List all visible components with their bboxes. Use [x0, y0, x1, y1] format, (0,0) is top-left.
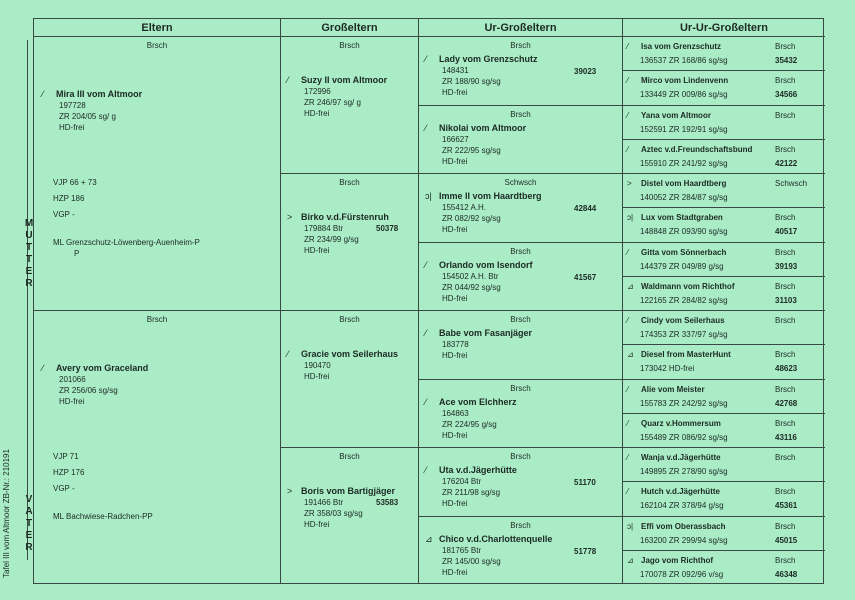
dog-entry [42, 363, 280, 407]
coat-color: Brsch [775, 247, 796, 257]
gender-icon: ⊿ [627, 281, 634, 291]
coat-color: Brsch [775, 487, 796, 497]
dog-name-text: Avery vom Graceland [56, 363, 149, 373]
reg-number: 179884 Btr [304, 224, 344, 233]
test-results [53, 449, 280, 497]
dog-name-text: Gitta vom Sönnerbach [641, 247, 727, 257]
dog-name-text: Uta v.d.Jägerhütte [439, 465, 517, 475]
hd-status: HD-frei [304, 246, 330, 255]
zr-rating: ZR 256/06 sg/sg [59, 386, 118, 395]
dog-name [425, 123, 622, 134]
ur-cell [419, 37, 622, 106]
dog-name-text: Imme II vom Haardtberg [439, 191, 542, 201]
urur-cell [623, 140, 825, 174]
ml-result [53, 237, 280, 259]
dog-entry [287, 349, 418, 382]
zr-rating: ZR 145/00 sg/sg [442, 556, 501, 566]
vjp-result: VJP 66 + 73 [53, 178, 97, 187]
tafel-reference: Tafel III vom Altmoor ZB-Nr.: 210191 [2, 449, 11, 578]
gender-icon: ⁄ [425, 259, 427, 270]
gender-icon: ⁄ [425, 122, 427, 133]
gender-icon: ⁄ [425, 54, 427, 64]
coat-color: Brsch [775, 110, 796, 120]
stud-number: 48623 [775, 364, 798, 374]
coat-color: Brsch [775, 76, 796, 86]
dog-name-text: Lady vom Grenzschutz [439, 54, 538, 64]
ur-cell [419, 517, 622, 586]
zr-rating: ZR 204/05 sg/ g [59, 112, 116, 121]
gender-icon: ⊿ [425, 533, 433, 544]
gender-icon: ɔ| [425, 191, 432, 201]
dog-name [627, 487, 720, 496]
vgp-result: VGP - [53, 484, 75, 493]
dog-name [627, 419, 721, 428]
hd-status: HD-frei [442, 293, 468, 303]
eltern-cell [34, 311, 280, 585]
dog-name-text: Gracie vom Seilerhaus [301, 349, 399, 359]
column-ur-ur-grosseltern [622, 19, 825, 583]
dog-name [627, 453, 721, 462]
dog-name [627, 248, 726, 257]
urur-cell [623, 482, 825, 516]
reg-data: 152591 ZR 192/91 sg/sg [640, 124, 728, 134]
dog-name-text: Quarz v.Hommersum [641, 418, 721, 428]
column-eltern [34, 19, 280, 583]
coat-color: Brsch [510, 520, 531, 530]
dog-name [42, 363, 280, 374]
coat-color: Brsch [510, 383, 531, 393]
reg-data: 122165 ZR 284/82 sg/sg [640, 295, 728, 305]
coat-color: Brsch [775, 42, 796, 51]
dog-name [425, 534, 622, 545]
reg-data: 163200 ZR 299/94 sg/sg [640, 535, 728, 545]
stud-number: 53583 [376, 498, 399, 507]
dog-name [627, 522, 725, 531]
reg-number: 176204 Btr [442, 477, 482, 486]
reg-data: 162104 ZR 378/94 g/sg [640, 501, 724, 511]
reg-number: 197728 [59, 101, 86, 110]
hd-status: HD-frei [59, 123, 85, 132]
gender-icon: > [287, 212, 293, 222]
ur-cell [419, 174, 622, 243]
dog-name [627, 385, 705, 394]
ur-cell [419, 106, 622, 175]
coat-color: Brsch [775, 384, 796, 394]
reg-number: 164863 [442, 408, 469, 418]
reg-number: 155412 A.H. [442, 203, 487, 212]
dog-name-text: Alie vom Meister [641, 384, 705, 394]
dog-name [287, 486, 418, 497]
gross-cell [281, 448, 418, 585]
reg-data: 174353 ZR 337/97 sg/sg [640, 330, 728, 339]
zr-rating: ZR 188/90 sg/sg [442, 77, 501, 86]
dog-entry [425, 123, 622, 167]
dog-name [627, 179, 726, 188]
hzp-result: HZP 186 [53, 194, 85, 203]
ur-cell [419, 448, 622, 517]
stud-number: 40517 [775, 227, 798, 237]
coat-color: Brsch [339, 41, 360, 50]
dog-name [627, 556, 713, 565]
coat-color: Brsch [510, 109, 531, 119]
reg-data: 155489 ZR 086/92 sg/sg [640, 432, 728, 442]
coat-color: Brsch [146, 41, 168, 50]
dog-name-text: Hutch v.d.Jägerhütte [641, 487, 720, 497]
zr-rating: ZR 222/95 sg/sg [442, 145, 501, 155]
gender-icon: ⁄ [627, 144, 629, 154]
urur-cell [623, 208, 825, 242]
stud-number: 45361 [775, 501, 798, 511]
coat-color: Brsch [510, 315, 531, 324]
zr-rating: ZR 082/92 sg/sg [442, 214, 501, 223]
dog-entry [425, 328, 622, 361]
column-grosseltern [280, 19, 418, 583]
coat-color: Brsch [339, 452, 360, 461]
dog-name [287, 75, 418, 86]
vater-letter: A [25, 506, 33, 517]
dog-name-text: Jago vom Richthof [641, 555, 714, 565]
coat-color: Brsch [775, 213, 796, 223]
hzp-result: HZP 176 [53, 468, 85, 477]
dog-name [287, 349, 418, 360]
dog-entry [425, 260, 622, 304]
gender-icon: ⁄ [627, 42, 629, 51]
hd-status: HD-frei [304, 109, 330, 118]
reg-number: 201066 [59, 375, 86, 384]
hd-status: HD-frei [442, 567, 468, 577]
dog-name [42, 89, 280, 100]
ur-cell [419, 380, 622, 449]
dog-name [287, 212, 418, 223]
stud-number: 46348 [775, 569, 798, 579]
dog-entry [425, 465, 622, 509]
dog-entry [425, 54, 622, 98]
coat-color: Brsch [775, 144, 796, 154]
dog-name [425, 397, 622, 408]
header-grosseltern: Großeltern [281, 19, 418, 37]
dog-name [627, 316, 725, 325]
coat-color: Brsch [339, 315, 360, 324]
dog-name [425, 191, 622, 202]
urur-cell [623, 414, 825, 448]
mutter-letter: M [24, 218, 34, 229]
dog-name-text: Aztec v.d.Freundschaftsbund [641, 144, 753, 154]
stud-number: 43116 [775, 432, 797, 442]
hd-status: HD-frei [59, 397, 85, 406]
urur-cell [623, 380, 825, 414]
dog-name [425, 465, 622, 476]
ur-cell [419, 311, 622, 380]
stud-number: 42768 [775, 398, 798, 408]
dog-name-text: Lux vom Stadtgraben [641, 213, 723, 223]
zr-rating: ZR 246/97 sg/ g [304, 98, 361, 107]
reg-number: 166627 [442, 134, 469, 144]
hd-status: HD-frei [442, 225, 468, 234]
reg-data: 149895 ZR 278/90 sg/sg [640, 467, 728, 476]
coat-color: Brsch [775, 418, 796, 428]
ml-line-2: P [74, 249, 80, 258]
vjp-result: VJP 71 [53, 452, 79, 461]
coat-color: Brsch [775, 350, 796, 360]
reg-data: 144379 ZR 049/89 g/sg [640, 261, 724, 271]
hd-status: HD-frei [442, 351, 468, 360]
hd-status: HD-frei [304, 372, 330, 381]
reg-data: 140052 ZR 284/87 sg/sg [640, 193, 728, 202]
hd-status: HD-frei [442, 499, 468, 508]
mutter-letter: R [25, 278, 33, 289]
dog-name-text: Mirco vom Lindenvenn [641, 76, 729, 86]
stud-number: 51778 [574, 546, 597, 556]
gender-icon: ⊿ [627, 350, 634, 360]
urur-cell [623, 174, 825, 208]
dog-name [627, 350, 731, 359]
gender-icon: ⊿ [627, 555, 634, 565]
coat-color: Schwsch [504, 178, 537, 187]
gender-icon: ⁄ [627, 76, 629, 86]
reg-number: 172996 [304, 87, 331, 96]
gender-icon: ⁄ [627, 247, 629, 257]
ml-line: ML Bachwiese-Radchen-PP [53, 512, 153, 521]
coat-color: Brsch [775, 521, 796, 531]
dog-name [425, 328, 622, 339]
dog-name-text: Wanja v.d.Jägerhütte [641, 453, 721, 462]
ml-result [53, 511, 280, 522]
zr-rating: ZR 211/98 sg/sg [442, 488, 501, 497]
dog-entry [42, 89, 280, 133]
dog-entry [425, 534, 622, 578]
dog-entry [287, 486, 418, 530]
urur-cell [623, 345, 825, 379]
gender-icon: ⁄ [287, 75, 289, 85]
coat-color: Schwsch [775, 179, 808, 188]
urur-cell [623, 448, 825, 482]
dog-name [627, 213, 723, 222]
dog-entry [425, 397, 622, 441]
urur-cell [623, 517, 825, 551]
gender-icon: ⁄ [425, 465, 427, 475]
dog-name-text: Yana vom Altmoor [641, 110, 711, 120]
coat-color: Brsch [775, 316, 796, 325]
gross-cell [281, 311, 418, 448]
test-results [53, 175, 280, 223]
side-divider [27, 40, 28, 560]
urur-cell [623, 37, 825, 71]
gender-icon: > [627, 179, 632, 188]
stud-number: 35432 [775, 56, 798, 65]
column-ur-grosseltern [418, 19, 622, 583]
coat-color: Brsch [510, 246, 531, 256]
urur-cell [623, 71, 825, 105]
gross-cell [281, 174, 418, 311]
zr-rating: ZR 044/92 sg/sg [442, 282, 501, 292]
dog-name-text: Isa vom Grenzschutz [641, 42, 722, 51]
reg-data: 155910 ZR 241/92 sg/sg [640, 158, 728, 168]
urur-cell [623, 551, 825, 585]
ur-cell [419, 243, 622, 312]
header-ur-ur-grosseltern: Ur-Ur-Großeltern [623, 19, 825, 37]
stud-number: 34566 [775, 90, 798, 100]
urur-cell [623, 243, 825, 277]
dog-entry [287, 75, 418, 119]
reg-data: 155783 ZR 242/92 sg/sg [640, 398, 728, 408]
dog-name-text: Waldmann vom Richthof [641, 281, 735, 291]
stud-number: 51170 [574, 478, 596, 487]
gender-icon: ⁄ [42, 363, 44, 373]
dog-name-text: Effi vom Oberassbach [641, 521, 726, 531]
stud-number: 50378 [376, 224, 399, 233]
stud-number: 39023 [574, 67, 597, 76]
gender-icon: ⁄ [627, 418, 629, 428]
dog-name-text: Birko v.d.Fürstenruh [301, 212, 389, 222]
mutter-letter: E [25, 266, 33, 277]
stud-number: 41567 [574, 272, 597, 282]
gender-icon: ⁄ [287, 349, 289, 359]
zr-rating: ZR 358/03 sg/sg [304, 509, 363, 518]
dog-name-text: Diesel from MasterHunt [641, 350, 731, 360]
reg-number: 154502 A.H. Btr [442, 271, 499, 281]
coat-color: Brsch [775, 555, 796, 565]
zr-rating: ZR 234/99 g/sg [304, 235, 359, 244]
gender-icon: ⁄ [42, 89, 44, 99]
reg-data: 170078 ZR 092/96 v/sg [640, 569, 724, 579]
gender-icon: ɔ| [627, 521, 634, 531]
coat-color: Brsch [146, 315, 168, 324]
dog-name-text: Babe vom Fasanjäger [439, 328, 533, 338]
gender-icon: > [287, 486, 293, 496]
gender-icon: ⁄ [627, 384, 629, 394]
dog-name-text: Distel vom Haardtberg [641, 179, 727, 188]
reg-number: 190470 [304, 361, 331, 370]
dog-name [627, 42, 721, 51]
hd-status: HD-frei [442, 430, 468, 440]
coat-color: Brsch [510, 41, 531, 50]
mutter-label [24, 218, 34, 290]
reg-number: 191466 Btr [304, 498, 344, 507]
dog-name-text: Ace vom Elchherz [439, 396, 517, 407]
header-ur-grosseltern: Ur-Großeltern [419, 19, 622, 37]
urur-cell [623, 106, 825, 140]
stud-number: 39193 [775, 261, 798, 271]
reg-data: 148848 ZR 093/90 sg/sg [640, 227, 728, 237]
gender-icon: ɔ| [627, 213, 634, 223]
mutter-letter: T [25, 254, 33, 265]
gender-icon: ⁄ [627, 487, 629, 497]
gender-icon: ⁄ [425, 328, 427, 338]
reg-number: 181765 Btr [442, 545, 482, 555]
gender-icon: ⁄ [627, 110, 629, 120]
vater-letter: E [25, 530, 33, 541]
gross-cell [281, 37, 418, 174]
hd-status: HD-frei [442, 156, 468, 166]
coat-color: Brsch [339, 178, 360, 187]
reg-number: 183778 [442, 340, 469, 349]
dog-name [627, 145, 752, 154]
dog-name [627, 76, 728, 85]
ml-line: ML Grenzschutz-Löwenberg-Auenheim-P [53, 238, 200, 247]
vater-letter: T [25, 518, 33, 529]
vgp-result: VGP - [53, 210, 75, 219]
dog-name [627, 282, 734, 291]
coat-color: Brsch [775, 453, 796, 462]
dog-name-text: Nikolai vom Altmoor [439, 122, 527, 133]
vater-letter: R [25, 542, 33, 553]
dog-name-text: Chico v.d.Charlottenquelle [439, 533, 553, 544]
hd-status: HD-frei [304, 520, 330, 529]
reg-data: 136537 ZR 168/86 sg/sg [640, 56, 728, 65]
stud-number: 42122 [775, 158, 798, 168]
coat-color: Brsch [775, 281, 796, 291]
hd-status: HD-frei [442, 88, 468, 97]
vater-letter: V [25, 494, 33, 505]
eltern-cell [34, 37, 280, 311]
stud-number: 31103 [775, 295, 797, 305]
reg-data: 133449 ZR 009/86 sg/sg [640, 90, 728, 100]
vater-label [24, 494, 34, 554]
dog-name [425, 260, 622, 271]
reg-number: 148431 [442, 66, 469, 75]
dog-entry [425, 191, 622, 235]
gender-icon: ⁄ [627, 316, 629, 325]
gender-icon: ⁄ [425, 396, 427, 407]
pedigree-table [33, 18, 824, 584]
dog-name [627, 111, 711, 120]
reg-data: 173042 HD-frei [640, 364, 695, 374]
dog-name-text: Boris vom Bartigjäger [301, 486, 396, 496]
dog-name-text: Orlando vom Isendorf [439, 259, 533, 270]
urur-cell [623, 311, 825, 345]
coat-color: Brsch [510, 452, 531, 461]
mutter-letter: T [25, 242, 33, 253]
dog-name-text: Cindy vom Seilerhaus [641, 316, 725, 325]
urur-cell [623, 277, 825, 311]
stud-number: 42844 [574, 204, 597, 213]
dog-entry [287, 212, 418, 256]
gender-icon: ⁄ [627, 453, 629, 462]
stud-number: 45015 [775, 535, 798, 545]
zr-rating: ZR 224/95 g/sg [442, 419, 497, 429]
header-eltern: Eltern [34, 19, 280, 37]
dog-name-text: Suzy II vom Altmoor [301, 75, 388, 85]
mutter-letter: U [25, 230, 33, 241]
dog-name [425, 54, 622, 65]
dog-name-text: Mira III vom Altmoor [56, 89, 143, 99]
